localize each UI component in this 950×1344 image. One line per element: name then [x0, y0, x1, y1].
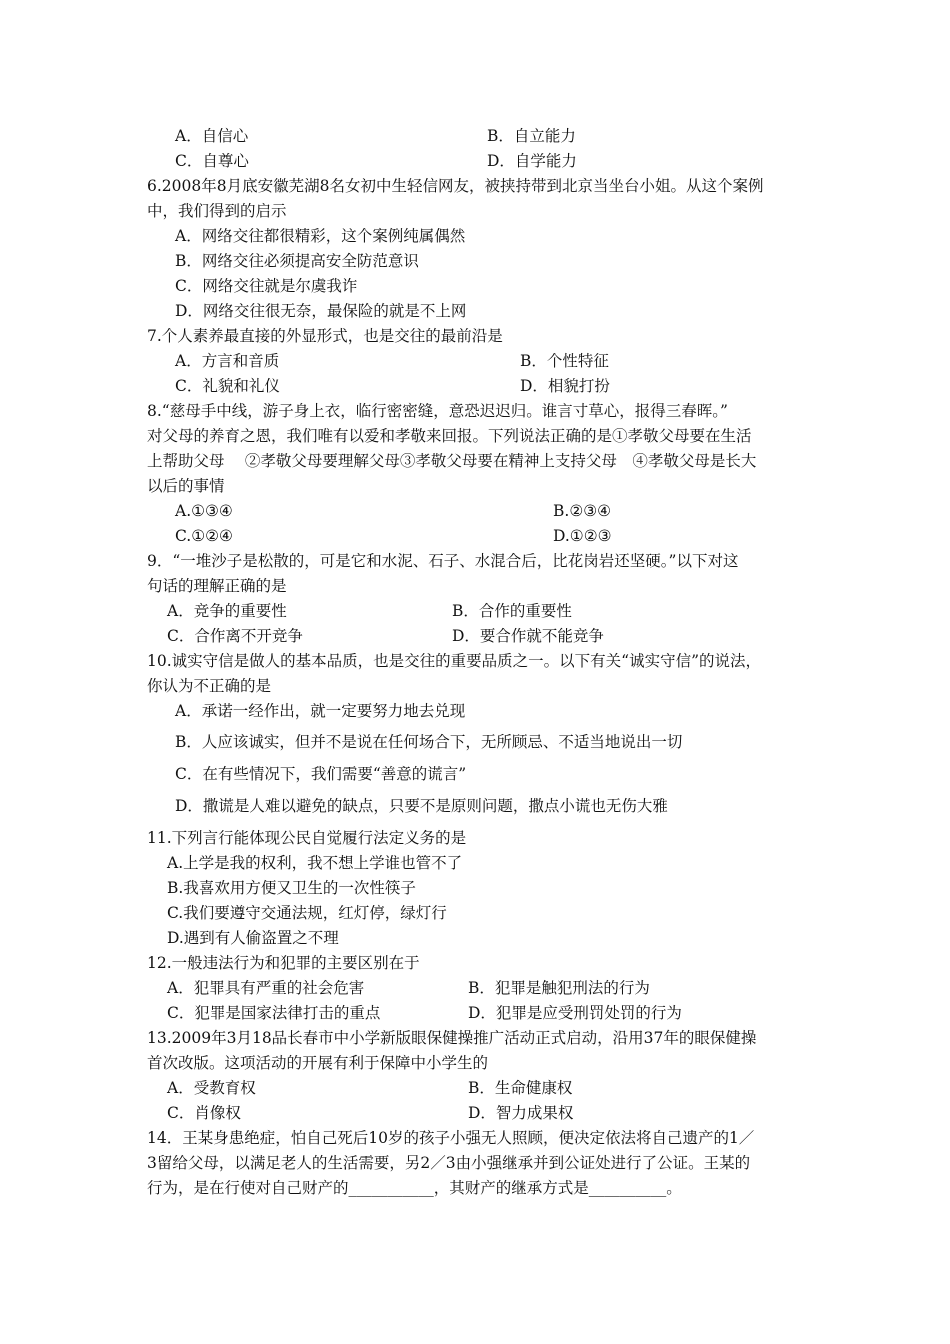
q8-stem-line-2: 对父母的养育之恩，我们唯有以爱和孝敬来回报。下列说法正确的是①孝敬父母要在生活	[147, 427, 752, 445]
q10-option-a: A．承诺一经作出，就一定要努力地去兑现	[175, 702, 466, 720]
q11-option-a: A.上学是我的权利，我不想上学谁也管不了	[167, 854, 463, 872]
q9-option-d: D．要合作就不能竞争	[452, 627, 604, 645]
q8-stem-line-3: 上帮助父母 ②孝敬父母要理解父母③孝敬父母要在精神上支持父母 ④孝敬父母是长大	[147, 452, 757, 470]
q9-option-b: B．合作的重要性	[452, 602, 572, 620]
q6-option-d: D．网络交往很无奈，最保险的就是不上网	[175, 302, 467, 320]
q11-option-c: C.我们要遵守交通法规，红灯停，绿灯行	[167, 904, 447, 922]
q10-option-c: C．在有些情况下，我们需要“善意的谎言”	[175, 765, 467, 783]
q10-stem-line-1: 10.诚实守信是做人的基本品质，也是交往的重要品质之一。以下有关“诚实守信”的说法，	[147, 652, 762, 670]
q9-option-a: A．竞争的重要性	[167, 602, 287, 620]
q10-option-b: B．人应该诚实，但并不是说在任何场合下，无所顾忌、不适当地说出一切	[175, 733, 683, 751]
q9-stem-line-2: 句话的理解正确的是	[147, 577, 287, 595]
q9-option-c: C．合作离不开竞争	[167, 627, 303, 645]
q6-stem-line-2: 中，我们得到的启示	[147, 202, 287, 220]
q6-option-c: C．网络交往就是尔虞我诈	[175, 277, 358, 295]
q7-option-a: A．方言和音质	[175, 352, 280, 370]
q7-option-c: C．礼貌和礼仪	[175, 377, 280, 395]
q6-stem-line-1: 6.2008年8月底安徽芜湖8名女初中生轻信网友，被挟持带到北京当坐台小姐。从这个案例	[147, 177, 764, 195]
q13-option-c: C．肖像权	[167, 1104, 241, 1122]
q8-stem-line-4: 以后的事情	[147, 477, 225, 495]
q6-option-b: B．网络交往必须提高安全防范意识	[175, 252, 419, 270]
q5-option-d: D．自学能力	[487, 152, 577, 170]
q8-stem-line-1: 8.“慈母手中线，游子身上衣，临行密密缝，意恐迟迟归。谁言寸草心，报得三春晖。”	[147, 402, 728, 420]
q8-option-a: A.①③④	[175, 502, 233, 520]
q5-option-b: B．自立能力	[487, 127, 576, 145]
q12-option-c: C．犯罪是国家法律打击的重点	[167, 1004, 381, 1022]
q7-stem-line-1: 7.个人素养最直接的外显形式，也是交往的最前沿是	[147, 327, 503, 345]
q13-option-d: D．智力成果权	[468, 1104, 574, 1122]
q13-stem-line-2: 首次改版。这项活动的开展有利于保障中小学生的	[147, 1054, 489, 1072]
q11-stem-line-1: 11.下列言行能体现公民自觉履行法定义务的是	[147, 829, 467, 847]
q6-option-a: A．网络交往都很精彩，这个案例纯属偶然	[175, 227, 466, 245]
q13-option-a: A．受教育权	[167, 1079, 256, 1097]
q12-stem-line-1: 12.一般违法行为和犯罪的主要区别在于	[147, 954, 420, 972]
q12-option-b: B．犯罪是触犯刑法的行为	[468, 979, 650, 997]
q14-stem-line-3: 行为，是在行使对自己财产的___________，其财产的继承方式是__________。	[147, 1179, 682, 1197]
q12-option-d: D．犯罪是应受刑罚处罚的行为	[468, 1004, 682, 1022]
q14-stem-line-2: 3留给父母，以满足老人的生活需要，另2／3由小强继承并到公证处进行了公证。王某的	[147, 1154, 751, 1172]
q11-option-d: D.遇到有人偷盗置之不理	[167, 929, 339, 947]
q7-option-d: D．相貌打扮	[520, 377, 610, 395]
q5-option-a: A．自信心	[175, 127, 249, 145]
q7-option-b: B．个性特征	[520, 352, 609, 370]
q8-option-b: B.②③④	[553, 502, 612, 520]
q13-stem-line-1: 13.2009年3月18品长春市中小学新版眼保健操推广活动正式启动，沿用37年的眼保健操	[147, 1029, 757, 1047]
q9-stem-line-1: 9．“一堆沙子是松散的，可是它和水泥、石子、水混合后，比花岗岩还坚硬。”以下对这	[147, 552, 739, 570]
q13-option-b: B．生命健康权	[468, 1079, 573, 1097]
q11-option-b: B.我喜欢用方便又卫生的一次性筷子	[167, 879, 416, 897]
q5-option-c: C．自尊心	[175, 152, 249, 170]
q8-option-c: C.①②④	[175, 527, 233, 545]
q12-option-a: A．犯罪具有严重的社会危害	[167, 979, 365, 997]
q10-stem-line-2: 你认为不正确的是	[147, 677, 272, 695]
q10-option-d: D．撒谎是人难以避免的缺点，只要不是原则问题，撒点小谎也无伤大雅	[175, 797, 668, 815]
q8-option-d: D.①②③	[553, 527, 612, 545]
q14-stem-line-1: 14．王某身患绝症，怕自己死后10岁的孩子小强无人照顾，便决定依法将自己遗产的1／	[147, 1129, 755, 1147]
